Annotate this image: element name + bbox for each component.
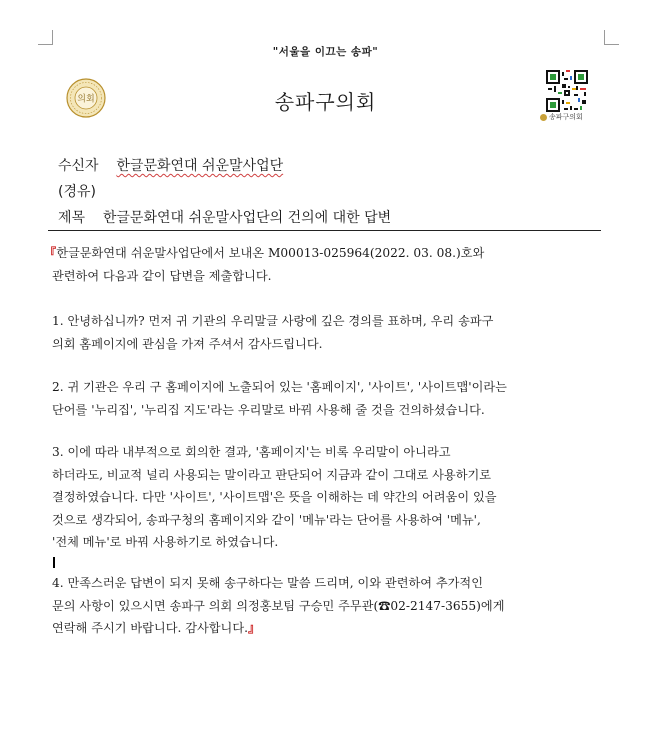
seal-label: 의회 xyxy=(77,94,95,105)
subject-label: 제목 xyxy=(58,210,86,226)
paragraph-3 xyxy=(52,441,612,554)
p2-line-2: 단어를 '누리집', '누리집 지도'라는 우리말로 바꿔 사용해 줄 것을 건의하셨습니다. xyxy=(52,402,485,417)
p3-line-5: '전체 메뉴'로 바꿔 사용하기로 하였습니다. xyxy=(52,535,279,550)
paragraph-2 xyxy=(52,376,612,421)
page-corner-mark-top-left xyxy=(38,30,53,45)
organization-title: 송파구의회 xyxy=(274,90,377,114)
recipient-value: 한글문화연대 쉬운말사업단 xyxy=(116,158,284,174)
p4-line-3: 연락해 주시기 바랍니다. 감사합니다.』 xyxy=(52,621,261,636)
p1-line-1: 1. 안녕하십니까? 먼저 귀 기관의 우리말글 사랑에 깊은 경의를 표하며, 우리 송파구 xyxy=(52,314,494,328)
p3-line-4: 것으로 생각되어, 송파구청의 홈페이지와 같이 '메뉴'라는 단어를 사용하여 '메뉴', xyxy=(52,512,481,527)
close-bracket: 』 xyxy=(247,621,261,636)
p2-line-1: 2. 귀 기관은 우리 구 홈페이지에 노출되어 있는 '홈페이지', '사이트', '사이트맵'이라는 xyxy=(52,380,507,394)
subject-line xyxy=(58,207,391,227)
recipient-label: 수신자 xyxy=(58,158,99,174)
slogan: "서울을 이끄는 송파" xyxy=(272,46,379,58)
intro-paragraph xyxy=(44,242,604,287)
p1-line-2: 의회 홈페이지에 관심을 가져 주셔서 감사드립니다. xyxy=(52,336,323,351)
qr-caption-text: 송파구의회 xyxy=(549,113,583,121)
p4-line-1: 4. 만족스러운 답변이 되지 못해 송구하다는 말씀 드리며, 이와 관련하여 추가적인 xyxy=(52,576,483,590)
p3-line-3: 결정하였습니다. 다만 '사이트', '사이트맵'은 뜻을 이해하는 데 약간의 어려움이 있을 xyxy=(52,490,497,505)
mini-seal-icon xyxy=(540,114,547,121)
p3-line-2: 하더라도, 비교적 널리 사용되는 말이라고 판단되어 지금과 같이 그대로 사용하기로 xyxy=(52,467,492,482)
qr-caption xyxy=(540,112,602,122)
intro-line-2: 관련하여 다음과 같이 답변을 제출합니다. xyxy=(52,268,272,283)
paragraph-4 xyxy=(52,572,612,640)
header-divider xyxy=(48,230,601,231)
page-corner-mark-top-right xyxy=(604,30,619,45)
qr-code-icon xyxy=(546,70,588,112)
open-bracket: 『 xyxy=(44,246,57,260)
paragraph-1 xyxy=(52,310,612,355)
recipient-line xyxy=(58,155,283,175)
p3-line-1: 3. 이에 따라 내부적으로 회의한 결과, '홈페이지'는 비록 우리말이 아니라고 xyxy=(52,445,451,459)
p4-line-2: 문의 사항이 있으시면 송파구 의회 의정홍보팀 구승민 주무관(☎02-2147-3655)에게 xyxy=(52,598,505,613)
subject-value: 한글문화연대 쉬운말사업단의 건의에 대한 답변 xyxy=(102,210,392,226)
text-cursor xyxy=(53,557,55,568)
via-line xyxy=(58,181,96,201)
intro-line-1: 『한글문화연대 쉬운말사업단에서 보내온 M00013-025964(2022. 03. 08.)호와 xyxy=(44,246,485,260)
via-label: (경유) xyxy=(58,184,96,200)
